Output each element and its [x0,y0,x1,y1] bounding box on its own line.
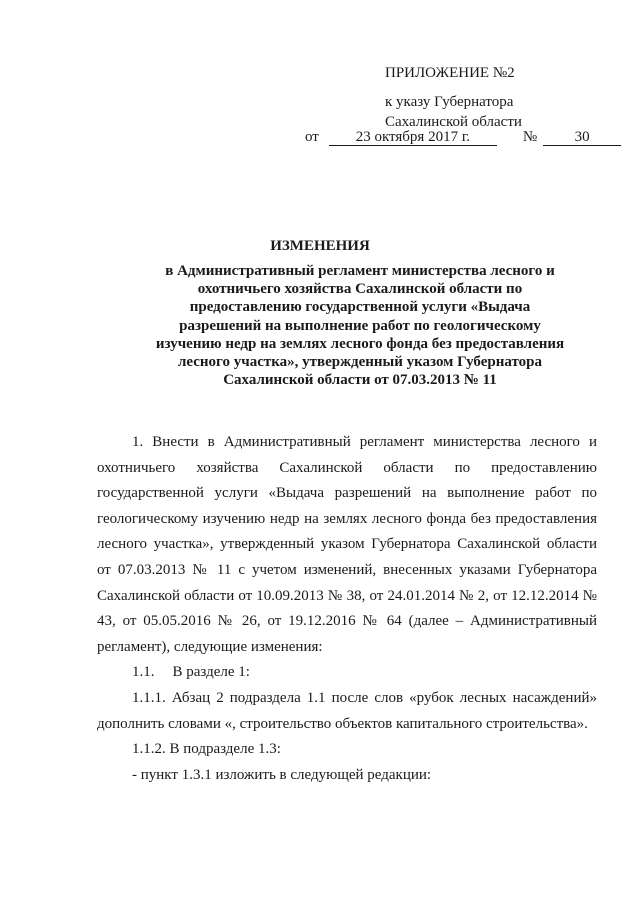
decree-date: 23 октября 2017 г. [329,129,497,146]
decree-number: 30 [543,129,621,146]
decree-line-2: Сахалинской области [385,114,522,130]
decree-reference [385,92,522,132]
number-sign: № [522,129,538,145]
decree-date-line [305,127,621,147]
document-subtitle: в Административный регламент министерства лесного и охотничьего хозяйства Сахалинской области по предоставлению государственной услуги «Выдача разрешений на выполнение работ по геологическому изучению недр на землях лесного фонда без предоставления лесного участка», утвержденный указом Губернатора Сахалинской области от 07.03.2013 № 11 [155,263,565,389]
paragraph-1: 1. Внести в Административный регламент министерства лесного и охотничьего хозяйства Сахалинской области по предоставлению государственной услуги «Выдача разрешений на выполнение работ по геологическому изучению недр на землях лесного фонда без предоставления лесного участка», утвержденный указом Губернатора Сахалинской области от 07.03.2013 № 11 с учетом изменений, внесенных указами Губернатора Сахалинской области от 10.09.2013 № 38, от 24.01.2014 № 2, от 12.12.2014 № 43, от 05.05.2016 № 26, от 19.12.2016 № 64 (далее – Административный регламент), следующие изменения: [97,434,597,655]
appendix-label: ПРИЛОЖЕНИЕ №2 [385,65,515,81]
item-text: В разделе 1: [172,664,250,681]
decree-line-1: к указу Губернатора [385,94,514,110]
paragraph-1-1-2: 1.1.2. В подразделе 1.3: [132,741,281,758]
document-title: ИЗМЕНЕНИЯ [270,238,370,254]
document-body [97,430,597,788]
item-number: 1.1. [132,664,155,681]
paragraph-bullet: - пункт 1.3.1 изложить в следующей редакции: [132,766,432,783]
date-prefix: от [305,129,319,145]
paragraph-1-1-1: 1.1.1. Абзац 2 подраздела 1.1 после слов «рубок лесных насаждений» дополнить словами «, строительство объектов капитального строительства». [97,689,597,732]
paragraph-1-1 [97,660,597,686]
